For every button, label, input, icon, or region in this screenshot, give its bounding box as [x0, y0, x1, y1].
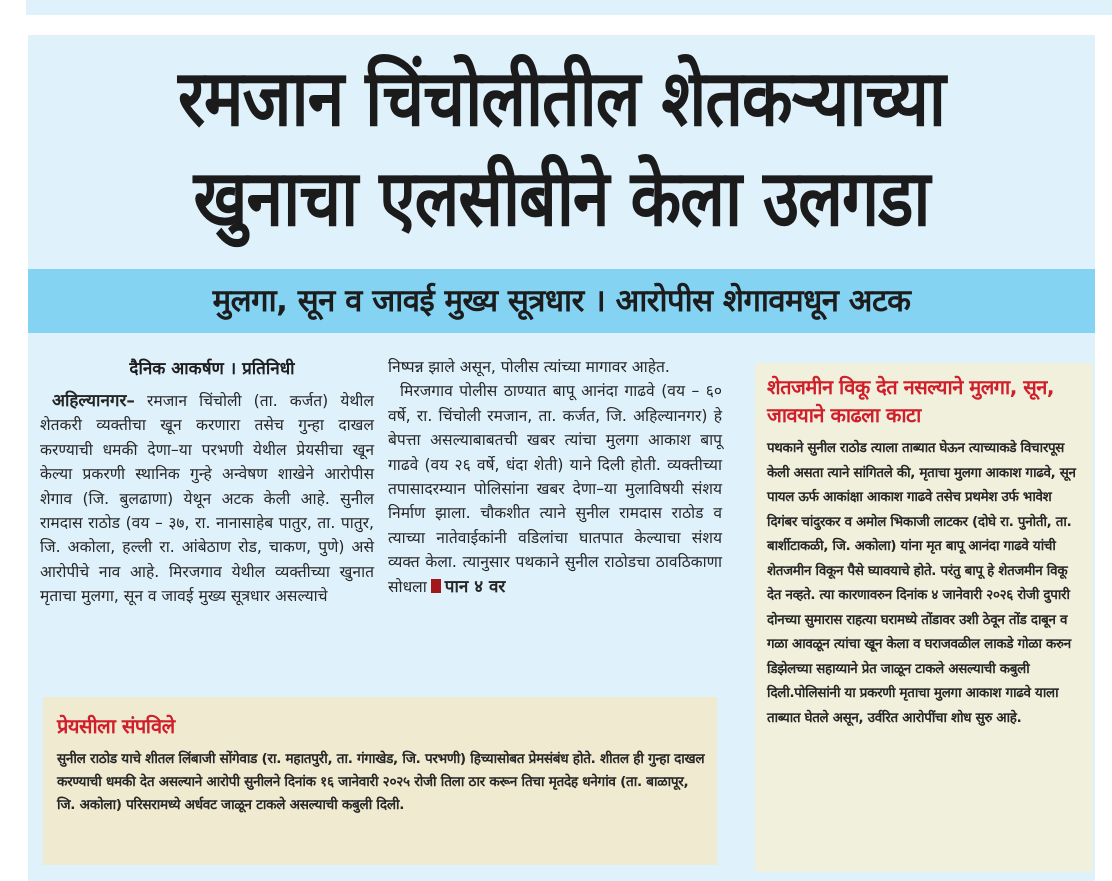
headline	[28, 35, 1095, 267]
sidebar-story	[755, 363, 1093, 872]
article-column-2	[388, 355, 722, 599]
headline-line-2: खुनाचा एलसीबीने केला उलगडा	[193, 152, 930, 244]
dateline: अहिल्यानगर–	[52, 391, 135, 411]
sidebar-body: पथकाने सुनील राठोड त्याला ताब्यात घेऊन त्याच्याकडे विचारपूस केली असता त्याने सांगितले की, मृताचा मुलगा आकाश गाढवे, सून पायल ऊर्फ आकांक्षा आकाश गाढवे तसेच प्रथमेश उर्फ भावेश दिगंबर चांदुरकर व अमोल भिकाजी लाटकर (दोघे रा. पुनोती, ता. बार्शीटाकळी, जि. अकोला) यांना मृत बापू आनंदा गाढवे यांची शेतजमीन विकून पैसे घ्यावयाचे होते. परंतु बापू हे शेतजमीन विकू देत नव्हते. त्या कारणावरुन दिनांक ४ जानेवारी २०२६ रोजी दुपारी दोनच्या सुमारास राहत्या घरामध्ये तोंडावर उशी ठेवून तोंड दाबून व गळा आवळून त्यांचा खून केला व घराजवळील लाकडे गोळा करुन डिझेलच्या सहाय्याने प्रेत जाळून टाकले असल्याची कबुली दिली.पोलिसांनी या प्रकरणी मृताचा मुलगा आकाश गाढवे याला ताब्यात घेतले असून, उर्वरित आरोपींचा शोध सुरु आहे.	[767, 441, 1076, 726]
article-text: मिरजगाव पोलीस ठाण्यात बापू आनंदा गाढवे (वय – ६० वर्षे, रा. चिंचोली रमजान, ता. कर्जत, जि. अहिल्यानगर) हे बेपत्ता असल्याबाबतची खबर त्यांचा मुलगा आकाश बापू गाढवे (वय २६ वर्षे, धंदा शेती) याने दिली होती. व्यक्तीच्या तपासादरम्यान पोलिसांना खबर देणा–या मुलाविषयी संशय निर्माण झाला. चौकशीत त्याने सुनील रामदास राठोड व त्याच्या नातेवाईकांनी वडिलांचा घातपात केल्याचा संशय व्यक्त केला. त्यानुसार पथकाने सुनील राठोडचा ठावठिकाणा सोधला	[388, 382, 722, 596]
article-paragraph	[40, 389, 374, 609]
article-column-1	[40, 355, 374, 609]
sidebar-title: शेतजमीन विकू देत नसल्याने मुलगा, सून, जावयाने काढला काटा	[767, 375, 1054, 427]
article-paragraph: निष्पन्न झाले असून, पोलीस त्यांच्या मागावर आहेत.	[388, 358, 670, 376]
continuation-link[interactable]: पान ४ वर	[444, 576, 506, 597]
square-bullet-icon	[431, 579, 441, 593]
headline-line-1: रमजान चिंचोलीतील शेतकऱ्याच्या	[178, 52, 945, 144]
article-text: रमजान चिंचोली (ता. कर्जत) येथील शेतकरी व्यक्तीचा खून करणारा तसेच गुन्हा दाखल करण्याची धमकी देणा–या परभणी येथील प्रेयसीचा खून केल्या प्रकरणी स्थानिक गुन्हे अन्वेषण शाखेने आरोपीस शेगाव (जि. बुलढाणा) येथून अटक केली आहे. सुनील रामदास राठोड (वय – ३७, रा. नानासाहेब पातुर, ता. पातुर, जि. अकोला, हल्ली रा. आंबेठाण रोड, चाकण, पुणे) असे आरोपीचे नाव आहे. मिरजगाव येथील व्यक्तीच्या खुनात मृताचा मुलगा, सून व जावई मुख्य सूत्रधार असल्याचे	[40, 392, 374, 606]
subheadline: मुलगा, सून व जावई मुख्य सूत्रधार । आरोपीस शेगावमधून अटक	[212, 283, 911, 319]
inset-story-body: सुनील राठोड याचे शीतल लिंबाजी सोंगेवाड (रा. महातपुरी, ता. गंगाखेड, जि. परभणी) हिच्यासोबत प्रेमसंबंध होते. शीतल ही गुन्हा दाखल करण्याची धमकी देत असल्याने आरोपी सुनीलने दिनांक १६ जानेवारी २०२५ रोजी तिला ठार करून तिचा मृतदेह धनेगांव (ता. बाळापूर, जि. अकोला) परिसरामध्ये अर्धवट जाळून टाकले असल्याची कबुली दिली.	[57, 751, 705, 813]
inset-story-box	[43, 697, 717, 865]
top-strip	[26, 0, 1112, 15]
inset-story-title: प्रेयसीला संपविले	[57, 714, 175, 738]
byline: दैनिक आकर्षण । प्रतिनिधी	[129, 359, 295, 379]
article-paragraph	[388, 379, 722, 599]
news-page	[28, 35, 1095, 881]
subheadline-band	[28, 269, 1095, 333]
